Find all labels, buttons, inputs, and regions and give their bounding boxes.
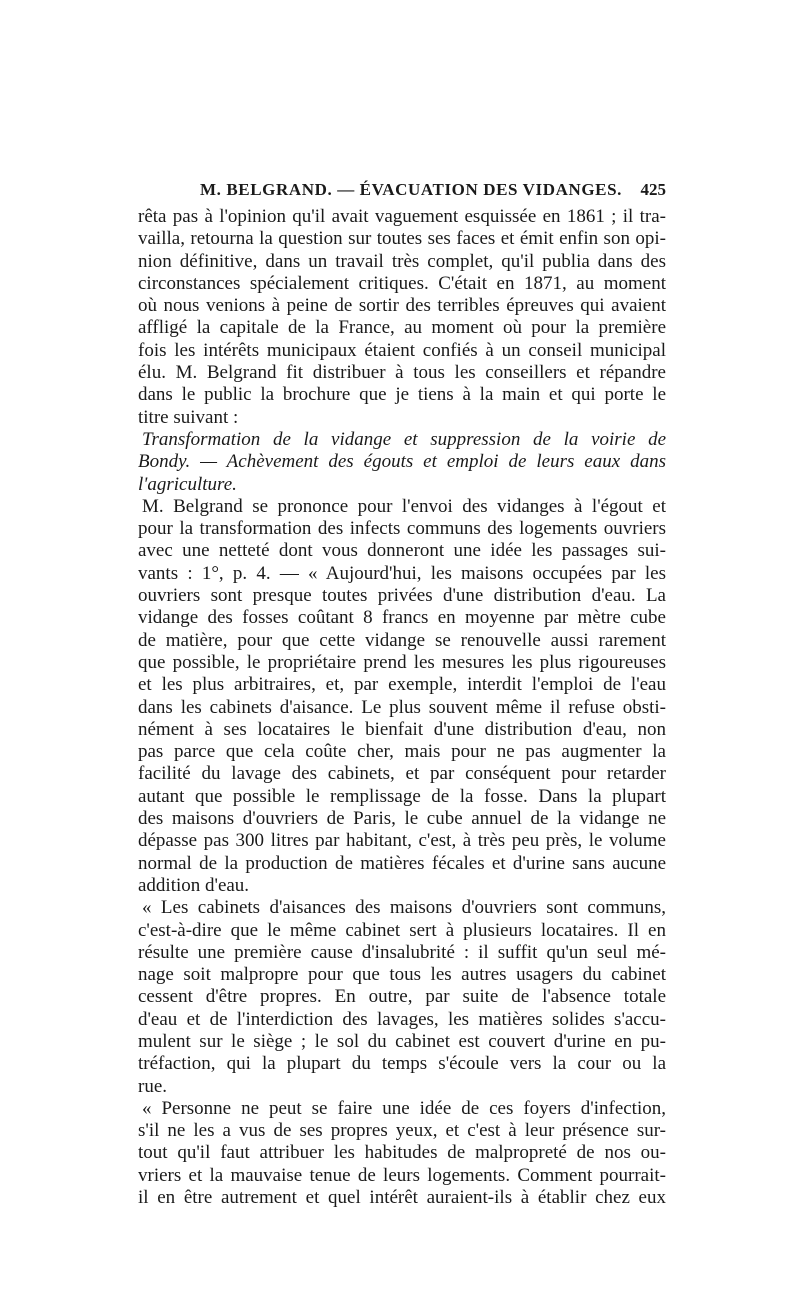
page-header xyxy=(138,180,666,204)
text-line: M. Belgrand se prononce pour l'envoi des vidanges à l'égout et xyxy=(142,495,666,517)
text-line: circonstances spécialement critiques. C'était en 1871, au moment xyxy=(138,272,666,294)
text-line: Transformation de la vidange et suppression de la voirie de xyxy=(142,428,666,450)
running-head: M. BELGRAND. — ÉVACUATION DES VIDANGES. xyxy=(200,180,623,199)
text-line: vriers et la mauvaise tenue de leurs logements. Comment pourrait- xyxy=(138,1164,666,1186)
text-line: nément à ses locataires le bienfait d'une distribution d'eau, non xyxy=(138,718,666,740)
text-line: vidange des fosses coûtant 8 francs en moyenne par mètre cube xyxy=(138,607,666,629)
text-line: rue. xyxy=(138,1075,168,1097)
text-line: autant que possible le remplissage de la fosse. Dans la plupart xyxy=(138,785,666,807)
text-line: et les plus arbitraires, et, par exemple, interdit l'emploi de l'eau xyxy=(138,674,666,696)
text-line: où nous venions à peine de sortir des terribles épreuves qui avaient xyxy=(138,295,666,317)
text-line: l'agriculture. xyxy=(138,473,237,495)
text-line: pour la transformation des infects communs des logements ouvriers xyxy=(138,518,666,540)
text-line: mulent sur le siège ; le sol du cabinet est couvert d'urine en pu- xyxy=(138,1030,666,1052)
text-line: normal de la production de matières fécales et d'urine sans aucune xyxy=(138,852,666,874)
text-line: Bondy. — Achèvement des égouts et emploi de leurs eaux dans xyxy=(138,451,666,473)
text-line: « Personne ne peut se faire une idée de ces foyers d'infection, xyxy=(142,1097,666,1119)
text-line: vants : 1°, p. 4. — « Aujourd'hui, les maisons occupées par les xyxy=(138,562,666,584)
text-line: que possible, le propriétaire prend les mesures les plus rigoureuses xyxy=(138,651,666,673)
text-line: vailla, retourna la question sur toutes ses faces et émit enfin son opi- xyxy=(138,228,666,250)
text-line: facilité du lavage des cabinets, et par conséquent pour retarder xyxy=(138,763,666,785)
text-line: titre suivant : xyxy=(138,406,239,428)
text-line: « Les cabinets d'aisances des maisons d'ouvriers sont communs, xyxy=(142,897,666,919)
page-number: 425 xyxy=(640,180,666,199)
text-line: nion définitive, dans un travail très complet, qu'il publia dans des xyxy=(138,250,666,272)
text-line: dans les cabinets d'aisance. Le plus souvent même il refuse obsti- xyxy=(138,696,666,718)
text-line: s'il ne les a vus de ses propres yeux, et c'est à leur présence sur- xyxy=(138,1120,666,1142)
text-line: des maisons d'ouvriers de Paris, le cube annuel de la vidange ne xyxy=(138,808,666,830)
text-line: de matière, pour que cette vidange se renouvelle aussi rarement xyxy=(138,629,666,651)
text-line: addition d'eau. xyxy=(138,874,250,896)
text-line: cessent d'être propres. En outre, par suite de l'absence totale xyxy=(138,986,666,1008)
text-line: élu. M. Belgrand fit distribuer à tous les conseillers et répandre xyxy=(138,362,666,384)
text-line: dépasse pas 300 litres par habitant, c'est, à très peu près, le volume xyxy=(138,830,666,852)
text-line: rêta pas à l'opinion qu'il avait vaguement esquissée en 1861 ; il tra- xyxy=(138,206,666,227)
text-line: tréfaction, qui la plupart du temps s'écoule vers la cour ou la xyxy=(138,1053,666,1075)
text-line: avec une netteté dont vous donneront une idée les passages sui- xyxy=(138,540,666,562)
text-line: nage soit malpropre pour que tous les autres usagers du cabinet xyxy=(138,964,666,986)
text-line: fois les intérêts municipaux étaient confiés à un conseil municipal xyxy=(138,339,666,361)
body-text xyxy=(138,206,666,1209)
text-line: ouvriers sont presque toutes privées d'une distribution d'eau. La xyxy=(138,585,666,607)
text-line: dans le public la brochure que je tiens à la main et qui porte le xyxy=(138,384,666,406)
text-line: pas parce que cela coûte cher, mais pour ne pas augmenter la xyxy=(138,741,666,763)
text-line: résulte une première cause d'insalubrité : il suffit qu'un seul mé- xyxy=(138,941,666,963)
text-line: d'eau et de l'interdiction des lavages, les matières solides s'accu- xyxy=(138,1008,666,1030)
text-line: tout qu'il faut attribuer les habitudes de malpropreté de nos ou- xyxy=(138,1142,666,1164)
text-line: c'est-à-dire que le même cabinet sert à plusieurs locataires. Il en xyxy=(138,919,666,941)
text-line: affligé la capitale de la France, au moment où pour la première xyxy=(138,317,666,339)
text-line: il en être autrement et quel intérêt auraient-ils à établir chez eux xyxy=(138,1187,666,1209)
